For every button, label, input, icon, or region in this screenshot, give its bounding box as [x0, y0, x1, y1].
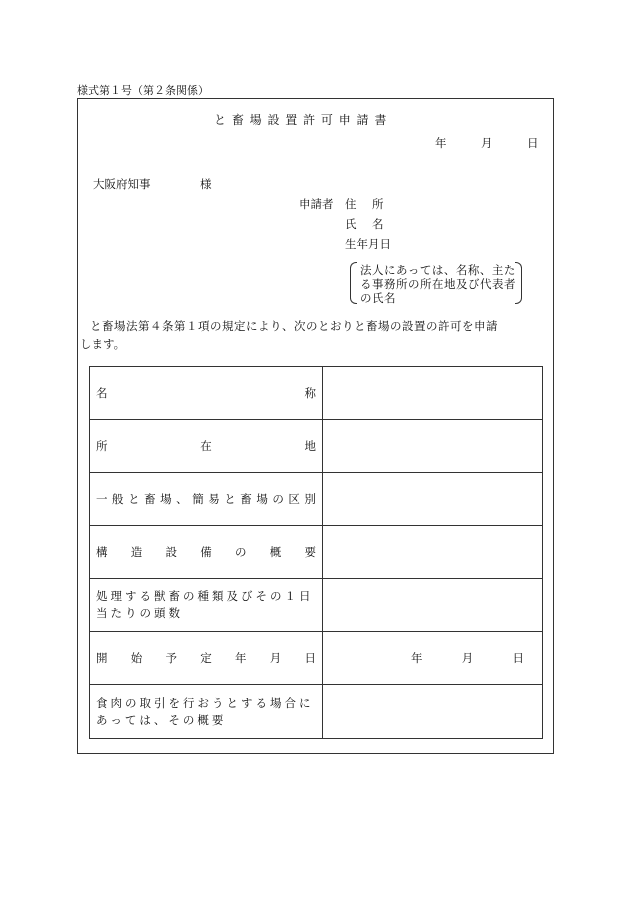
value-classification[interactable] [323, 473, 543, 526]
start-date-fields [323, 650, 542, 666]
value-structure[interactable] [323, 526, 543, 579]
label-char: 地 [304, 439, 316, 453]
body-text-line1: と畜場法第４条第１項の規定により、次のとおりと畜場の設置の許可を申請 [90, 319, 498, 333]
bracket-left [350, 262, 357, 304]
row-label-animals [90, 579, 323, 632]
value-start-date[interactable] [323, 632, 543, 685]
date-month: 月 [481, 136, 493, 150]
form-number: 様式第１号（第２条関係） [77, 84, 209, 97]
label-meat-trade-text: 食肉の取引を行おうとする場合にあっては、その概要 [96, 695, 314, 727]
row-label-structure [90, 526, 323, 579]
value-name[interactable] [323, 367, 543, 420]
table-row [90, 420, 543, 473]
applicant-label: 申請者 [299, 197, 334, 211]
table-row [90, 685, 543, 739]
table-row [90, 579, 543, 632]
corporate-note-bracket [350, 262, 522, 304]
table-row [90, 367, 543, 420]
value-location[interactable] [323, 420, 543, 473]
applicant-address-label: 住 所 [345, 197, 386, 211]
row-label-name [90, 367, 323, 420]
start-date-day: 日 [512, 651, 524, 665]
label-spread: 開 始 予 定 年 月 日 [96, 651, 316, 665]
date-day: 日 [527, 136, 539, 150]
body-text-line2: します。 [80, 337, 126, 351]
row-label-start-date [90, 632, 323, 685]
addressee-honorific: 様 [200, 177, 212, 191]
label-animals-text: 処理する獣畜の種類及びその１日当たりの頭数 [96, 589, 314, 620]
application-table [89, 366, 543, 739]
addressee-name: 大阪府知事 [93, 177, 151, 191]
value-meat-trade[interactable] [323, 685, 543, 739]
row-label-meat-trade [90, 685, 323, 739]
applicant-name-label: 氏 名 [345, 217, 386, 231]
start-date-month: 月 [461, 651, 474, 665]
corporate-note: 法人にあっては、名称、主たる事務所の所在地及び代表者の氏名 [360, 263, 516, 305]
applicant-dob-label: 生年月日 [345, 237, 391, 251]
label-spread [96, 438, 316, 454]
value-animals[interactable] [323, 579, 543, 632]
label-char: 在 [200, 439, 212, 453]
date-year: 年 [435, 136, 447, 150]
table-row [90, 632, 543, 685]
label-spread: 一 般 と 畜 場 、 簡 易 と 畜 場 の 区 別 [96, 492, 316, 506]
row-label-classification [90, 473, 323, 526]
form-title: と 畜 場 設 置 許 可 申 請 書 [214, 113, 388, 127]
start-date-year: 年 [411, 651, 423, 665]
label-char: 称 [304, 386, 316, 400]
label-char: 名 [96, 386, 108, 400]
label-spread: 構 造 設 備 の 概 要 [96, 545, 316, 559]
table-row [90, 526, 543, 579]
table-row [90, 473, 543, 526]
label-spread [96, 385, 316, 401]
row-label-location [90, 420, 323, 473]
label-char: 所 [96, 439, 108, 453]
